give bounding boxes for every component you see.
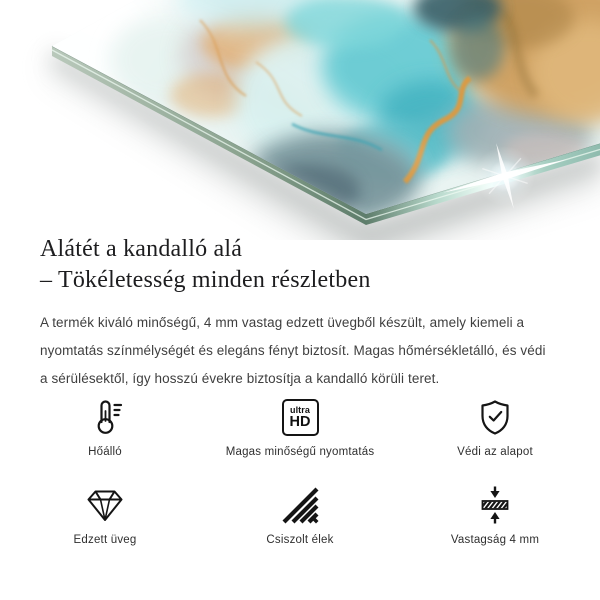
glass-panel-render (0, 0, 600, 240)
feature-protects-base (457, 396, 533, 458)
feature-ultra-hd (226, 396, 375, 458)
feature-tempered-glass (74, 484, 137, 546)
page-title-line2: – Tökéletesség minden részletben (40, 267, 371, 293)
ultra-hd-badge-top: ultra (289, 404, 310, 415)
product-description-section (40, 234, 562, 393)
product-image (0, 0, 600, 240)
feature-label: Magas minőségű nyomtatás (225, 446, 375, 458)
thermometer-icon (85, 396, 125, 438)
feature-polished-edges (266, 484, 333, 546)
feature-thickness (451, 484, 539, 546)
ultra-hd-icon (282, 396, 319, 438)
feature-label: Vastagság 4 mm (450, 534, 540, 546)
feature-grid (30, 396, 570, 546)
feature-label: Hőálló (88, 446, 122, 458)
shield-check-icon (475, 396, 515, 438)
feature-heat-resistant (85, 396, 125, 458)
feature-label: Védi az alapot (457, 446, 533, 458)
ultra-hd-badge-bottom: HD (289, 413, 311, 430)
diamond-icon (85, 484, 125, 526)
feature-label: Csiszolt élek (266, 534, 334, 546)
thickness-icon (475, 484, 515, 526)
polished-edges-icon (280, 484, 320, 526)
feature-label: Edzett üveg (73, 534, 137, 546)
page-title-line1: Alátét a kandalló alá (40, 236, 243, 262)
product-description-text: A termék kiváló minőségű, 4 mm vastag edzett üvegből készült, amely kiemeli a nyomtatás színmélységét és elegáns fényt biztosít. Magas hőmérsékletálló, és védi a sérülésektől, így hosszú évekre biztosítja a kandalló körüli teret. (40, 315, 546, 386)
page-title (40, 234, 562, 296)
